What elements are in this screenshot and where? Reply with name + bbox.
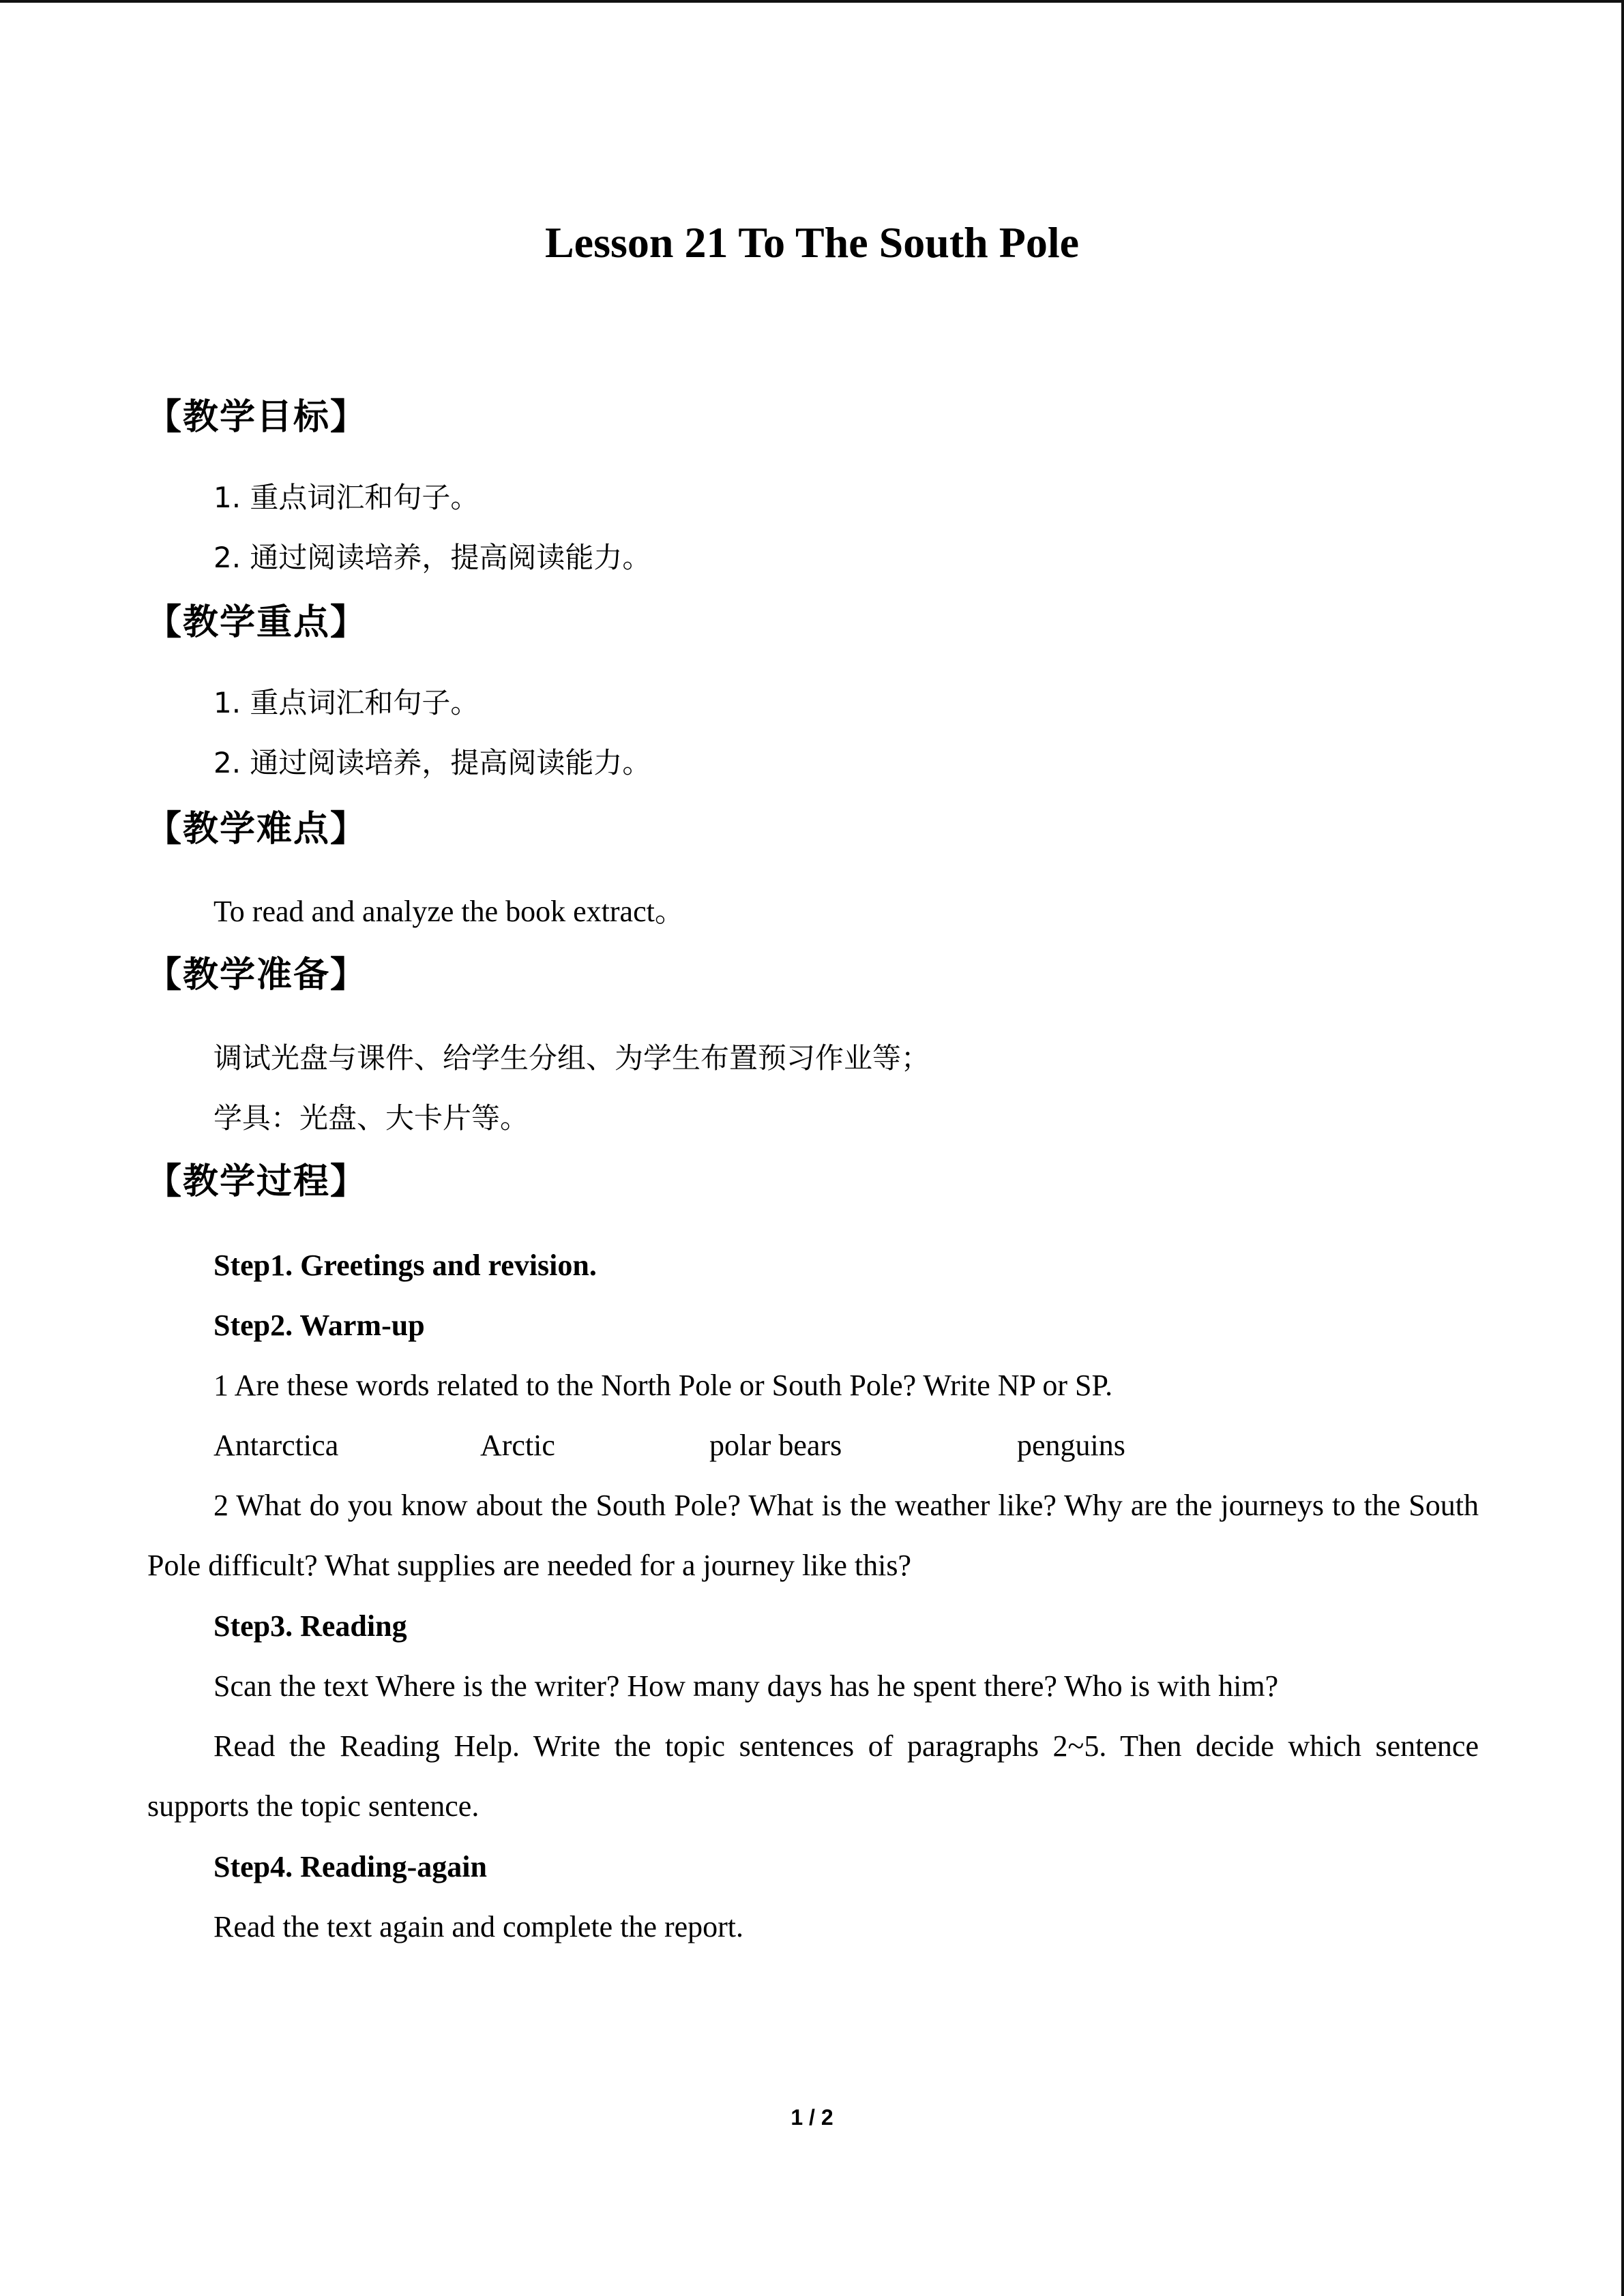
section-heading-objectives: 【教学目标】 — [146, 397, 368, 438]
vocabulary-word: Antarctica — [213, 1429, 339, 1462]
step-2-question-2: 2 What do you know about the South Pole? What is the weather like? Why are the journeys to the South Pole difficult? What supplies are needed for a journey like this? — [147, 1489, 1479, 1582]
step-4-paragraph-1: Read the text again and complete the report. — [213, 1910, 744, 1943]
key-point-item: 1. 重点词汇和句子。 — [213, 686, 479, 719]
step-4-heading: Step4. Reading-again — [213, 1850, 487, 1883]
vocabulary-word-list — [0, 1427, 1624, 1465]
preparation-item: 学具：光盘、大卡片等。 — [213, 1101, 529, 1135]
step-2-question-1: 1 Are these words related to the North Pole or South Pole? Write NP or SP. — [213, 1369, 1113, 1402]
page-indicator: 1 / 2 — [791, 2105, 833, 2130]
objective-item: 2. 通过阅读培养，提高阅读能力。 — [213, 541, 651, 574]
step-2-heading: Step2. Warm-up — [213, 1309, 425, 1342]
section-heading-difficulties: 【教学难点】 — [146, 809, 368, 850]
vocabulary-word: polar bears — [709, 1429, 842, 1462]
step-3-heading: Step3. Reading — [213, 1609, 407, 1643]
step-1-heading: Step1. Greetings and revision. — [213, 1249, 597, 1282]
objective-item: 1. 重点词汇和句子。 — [213, 481, 479, 514]
key-point-item: 2. 通过阅读培养，提高阅读能力。 — [213, 746, 651, 779]
vocabulary-word: Arctic — [480, 1429, 555, 1462]
section-heading-preparation: 【教学准备】 — [146, 955, 368, 996]
step-3-paragraph-2: Read the Reading Help. Write the topic sentences of paragraphs 2~5. Then decide which sentence supports the topic sentence. — [147, 1729, 1479, 1823]
preparation-item: 调试光盘与课件、给学生分组、为学生布置预习作业等； — [213, 1041, 930, 1075]
section-heading-key-points: 【教学重点】 — [146, 602, 368, 643]
step-3-paragraph-1: Scan the text Where is the writer? How many days has he spent there? Who is with him? — [213, 1669, 1279, 1703]
difficulty-item: To read and analyze the book extract。 — [213, 895, 685, 928]
section-heading-process: 【教学过程】 — [146, 1161, 368, 1202]
vocabulary-word: penguins — [1017, 1429, 1125, 1462]
document-title: Lesson 21 To The South Pole — [544, 218, 1080, 267]
